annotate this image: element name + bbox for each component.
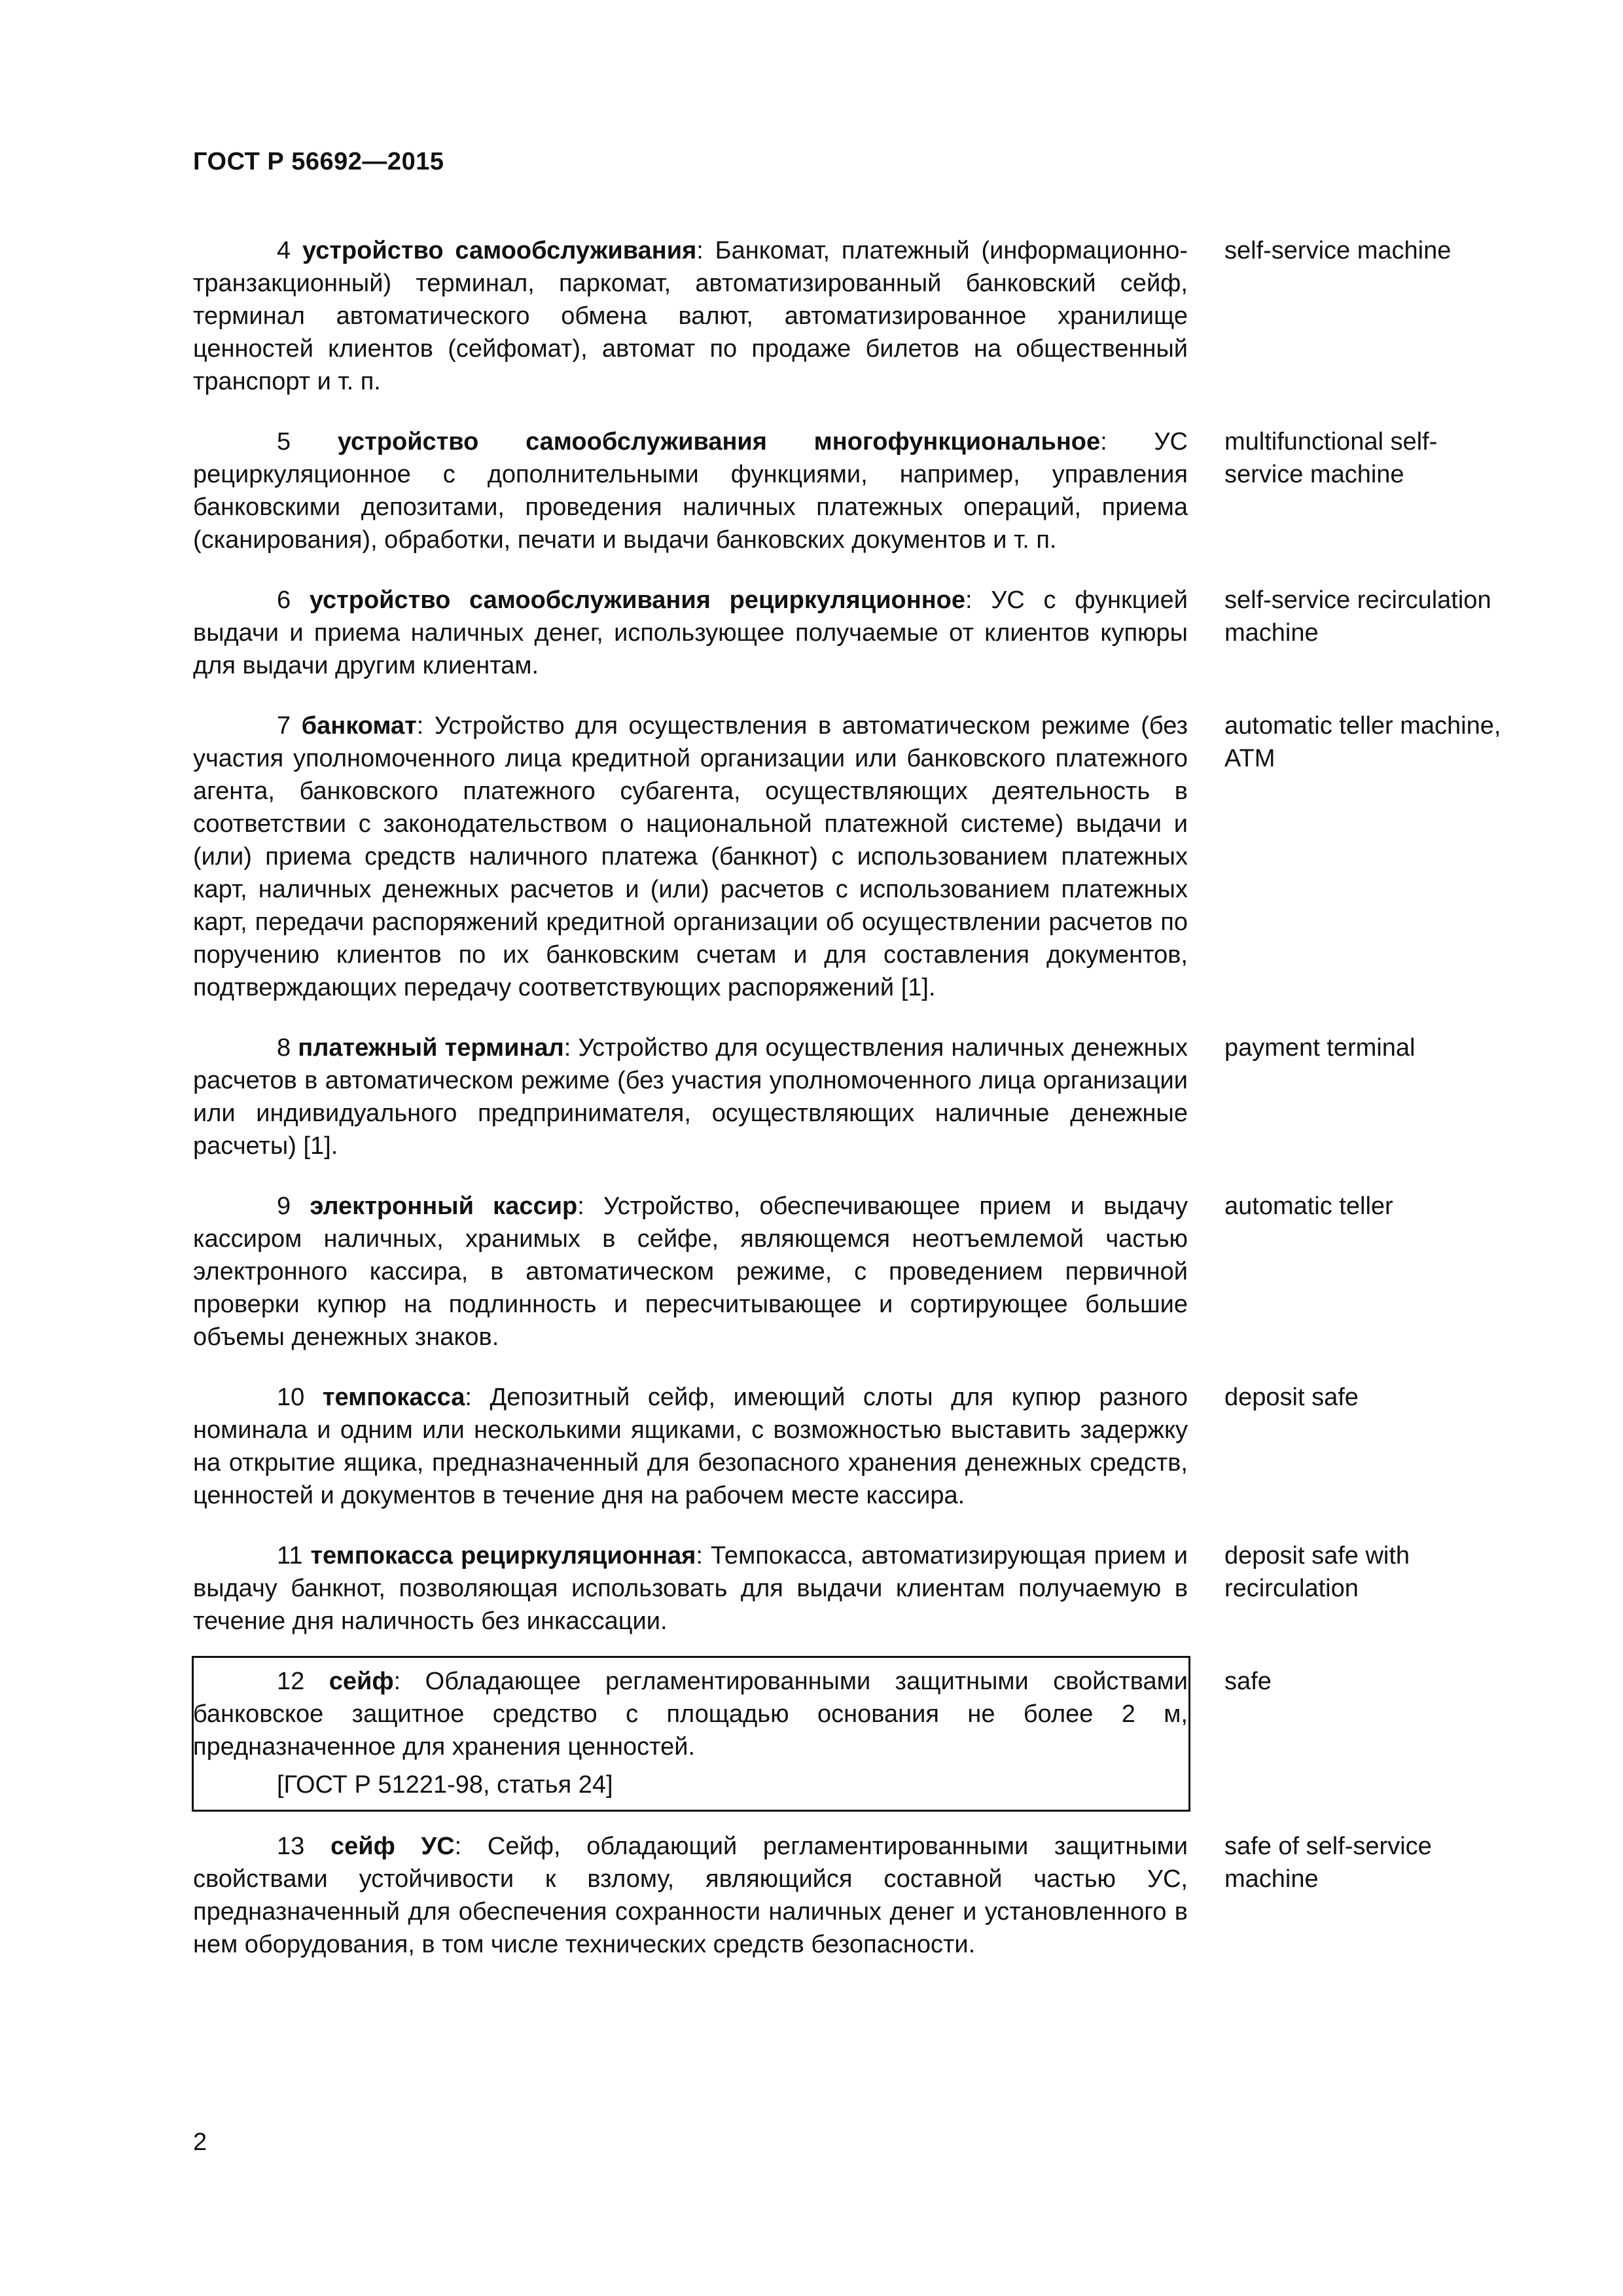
term-name: устройство самообслуживания рециркуляционное [309,586,966,614]
term-source-reference: [ГОСТ Р 51221-98, статья 24] [277,1771,613,1799]
english-equivalent: multifunctional self-service machine [1224,428,1438,488]
term-definition: : УС рециркуляционное с дополнительными функциями, например, управления банковскими депозитами, проведения наличных платежных операций, приема (сканирования), обработки, печати и выдачи банковских документов и т. п. [193,428,1188,554]
term-name: банкомат [301,712,417,740]
term-number: 4 [277,237,291,264]
term-entry-10 [193,1381,1508,1512]
term-number: 9 [277,1193,291,1220]
english-equivalent: deposit safe with recirculation [1224,1542,1410,1602]
english-equivalent: safe of self-service machine [1224,1833,1432,1893]
english-equivalent: self-service machine [1224,237,1452,264]
english-equivalent: automatic teller machine, ATM [1224,712,1501,772]
term-entry-9 [193,1190,1508,1354]
term-entry-13 [193,1830,1508,1961]
english-equivalent: automatic teller [1224,1193,1393,1220]
term-definition-block [193,425,1188,556]
term-entry-5 [193,425,1508,556]
term-definition-block [193,1830,1188,1961]
term-definition-block [193,1381,1188,1512]
term-definition-block [193,234,1188,398]
english-equivalent: self-service recirculation machine [1224,586,1491,647]
term-number: 6 [277,586,291,614]
term-definition-block [193,1665,1188,1803]
term-definition-block [193,1539,1188,1638]
term-number: 10 [277,1384,305,1411]
term-number: 13 [277,1833,305,1860]
term-definition-block [193,709,1188,1004]
term-definition-block [193,1190,1188,1354]
term-name: устройство самообслуживания многофункциональное [337,428,1101,456]
term-number: 11 [277,1542,303,1570]
term-entry-12 [193,1665,1508,1803]
terms-list [193,234,1508,1988]
term-name: платежный терминал [298,1034,564,1062]
term-definition: : Устройство для осуществления наличных денежных расчетов в автоматическом режиме (без участия уполномоченного лица организации или индивидуального предпринимателя, осуществляющих наличные денежные расчеты) [1]. [193,1034,1188,1160]
term-number: 8 [277,1034,291,1062]
term-name: сейф [329,1668,394,1695]
term-entry-7 [193,709,1508,1004]
term-definition: : Банкомат, платежный (информационно-транзакционный) терминал, паркомат, автоматизированный банковский сейф, терминал автоматического обмена валют, автоматизированное хранилище ценностей клиентов (сейфомат), автомат по продаже билетов на общественный транспорт и т. п. [193,237,1188,395]
term-definition: : Обладающее регламентированными защитными свойствами банковское защитное средство с площадью основания не более 2 м, предназначенное для хранения ценностей. [193,1668,1188,1761]
term-entry-11 [193,1539,1508,1638]
term-number: 5 [277,428,291,456]
term-number: 12 [277,1668,305,1695]
term-definition: : Устройство, обеспечивающее прием и выдачу кассиром наличных, хранимых в сейфе, являющемся неотъемлемой частью электронного кассира, в автоматическом режиме, с проведением первичной проверки купюр на подлинность и пересчитывающее и сортирующее большие объемы денежных знаков. [193,1193,1188,1351]
term-name: устройство самообслуживания [302,237,697,264]
term-definition: : Темпокасса, автоматизирующая прием и выдачу банкнот, позволяющая использовать для выдачи клиентам получаемую в течение дня наличность без инкассации. [193,1542,1188,1635]
term-definition: : Устройство для осуществления в автоматическом режиме (без участия уполномоченного лица кредитной организации или банковского платежного агента, банковского платежного субагента, осуществляющих деятельность в соответствии с законодательством о национальной платежной системе) выдачи и (или) приема средств наличного платежа (банкнот) с использованием платежных карт, наличных денежных расчетов и (или) расчетов с использованием платежных карт, передачи распоряжений кредитной организации об осуществлении расчетов по поручению клиентов по их банковским счетам и для составления документов, подтверждающих передачу соответствующих распоряжений [1]. [193,712,1188,1001]
term-definition: : Депозитный сейф, имеющий слоты для купюр разного номинала и одним или несколькими ящиками, с возможностью выставить задержку на открытие ящика, предназначенный для безопасного хранения денежных средств, ценностей и документов в течение дня на рабочем месте кассира. [193,1384,1188,1509]
page-number: 2 [193,2128,207,2156]
term-definition-block [193,1031,1188,1162]
term-entry-8 [193,1031,1508,1162]
document-header: ГОСТ Р 56692—2015 [193,148,444,175]
term-definition: : Сейф, обладающий регламентированными защитными свойствами устойчивости к взлому, являющийся составной частью УС, предназначенный для обеспечения сохранности наличных денег и установленного в нем оборудования, в том числе технических средств безопасности. [193,1833,1188,1958]
english-equivalent: safe [1224,1668,1272,1695]
english-equivalent: deposit safe [1224,1384,1359,1411]
english-equivalent: payment terminal [1224,1034,1416,1062]
term-name: электронный кассир [310,1193,578,1220]
term-entry-4 [193,234,1508,398]
term-definition-block [193,584,1188,682]
term-definition: : УС с функцией выдачи и приема наличных денег, использующее получаемые от клиентов купюры для выдачи другим клиентам. [193,586,1188,679]
term-entry-6 [193,584,1508,682]
term-number: 7 [277,712,291,740]
term-name: сейф УС [330,1833,455,1860]
term-name: темпокасса [322,1384,465,1411]
term-name: темпокасса рециркуляционная [310,1542,696,1570]
